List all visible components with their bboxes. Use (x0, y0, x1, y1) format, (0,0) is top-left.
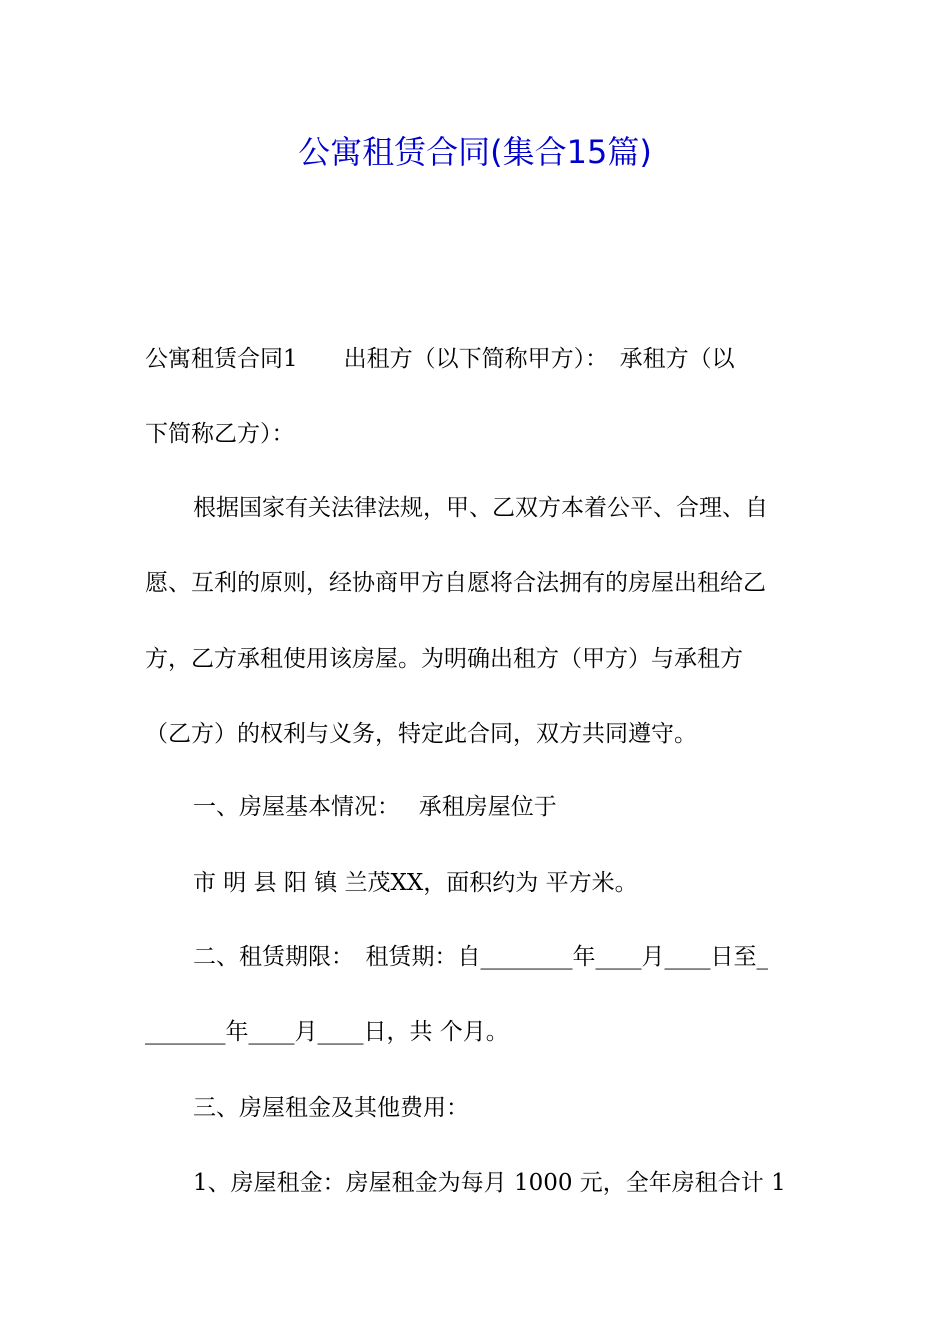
section-1-heading: 一、房屋基本情况： 承租房屋位于 (193, 794, 557, 820)
preamble-line-4: （乙方）的权利与义务，特定此合同，双方共同遵守。 (145, 721, 697, 747)
document-title: 公寓租赁合同(集合15篇) (298, 133, 652, 171)
section-1-location: 市 明 县 阳 镇 兰茂XX，面积约为 平方米。 (193, 870, 638, 896)
preamble-line-3: 方，乙方承租使用该房屋。为明确出租方（甲方）与承租方 (145, 646, 743, 672)
contract-1-parties-line-2: 下简称乙方）： (145, 421, 295, 447)
contract-1-parties-line-1: 公寓租赁合同1 出租方（以下简称甲方）： 承租方（以 (145, 346, 735, 372)
section-2-lease-term-line-2: _______年____月____日，共 个月。 (145, 1019, 509, 1045)
preamble-line-2: 愿、互利的原则，经协商甲方自愿将合法拥有的房屋出租给乙 (145, 570, 766, 596)
section-3-rent-line: 1、房屋租金：房屋租金为每月 1000 元，全年房租合计 1 (193, 1170, 786, 1196)
section-3-heading: 三、房屋租金及其他费用： (193, 1095, 469, 1121)
preamble-line-1: 根据国家有关法律法规，甲、乙双方本着公平、合理、自 (193, 495, 768, 521)
section-2-lease-term-line-1: 二、租赁期限： 租赁期：自________年____月____日至_ (193, 944, 768, 970)
